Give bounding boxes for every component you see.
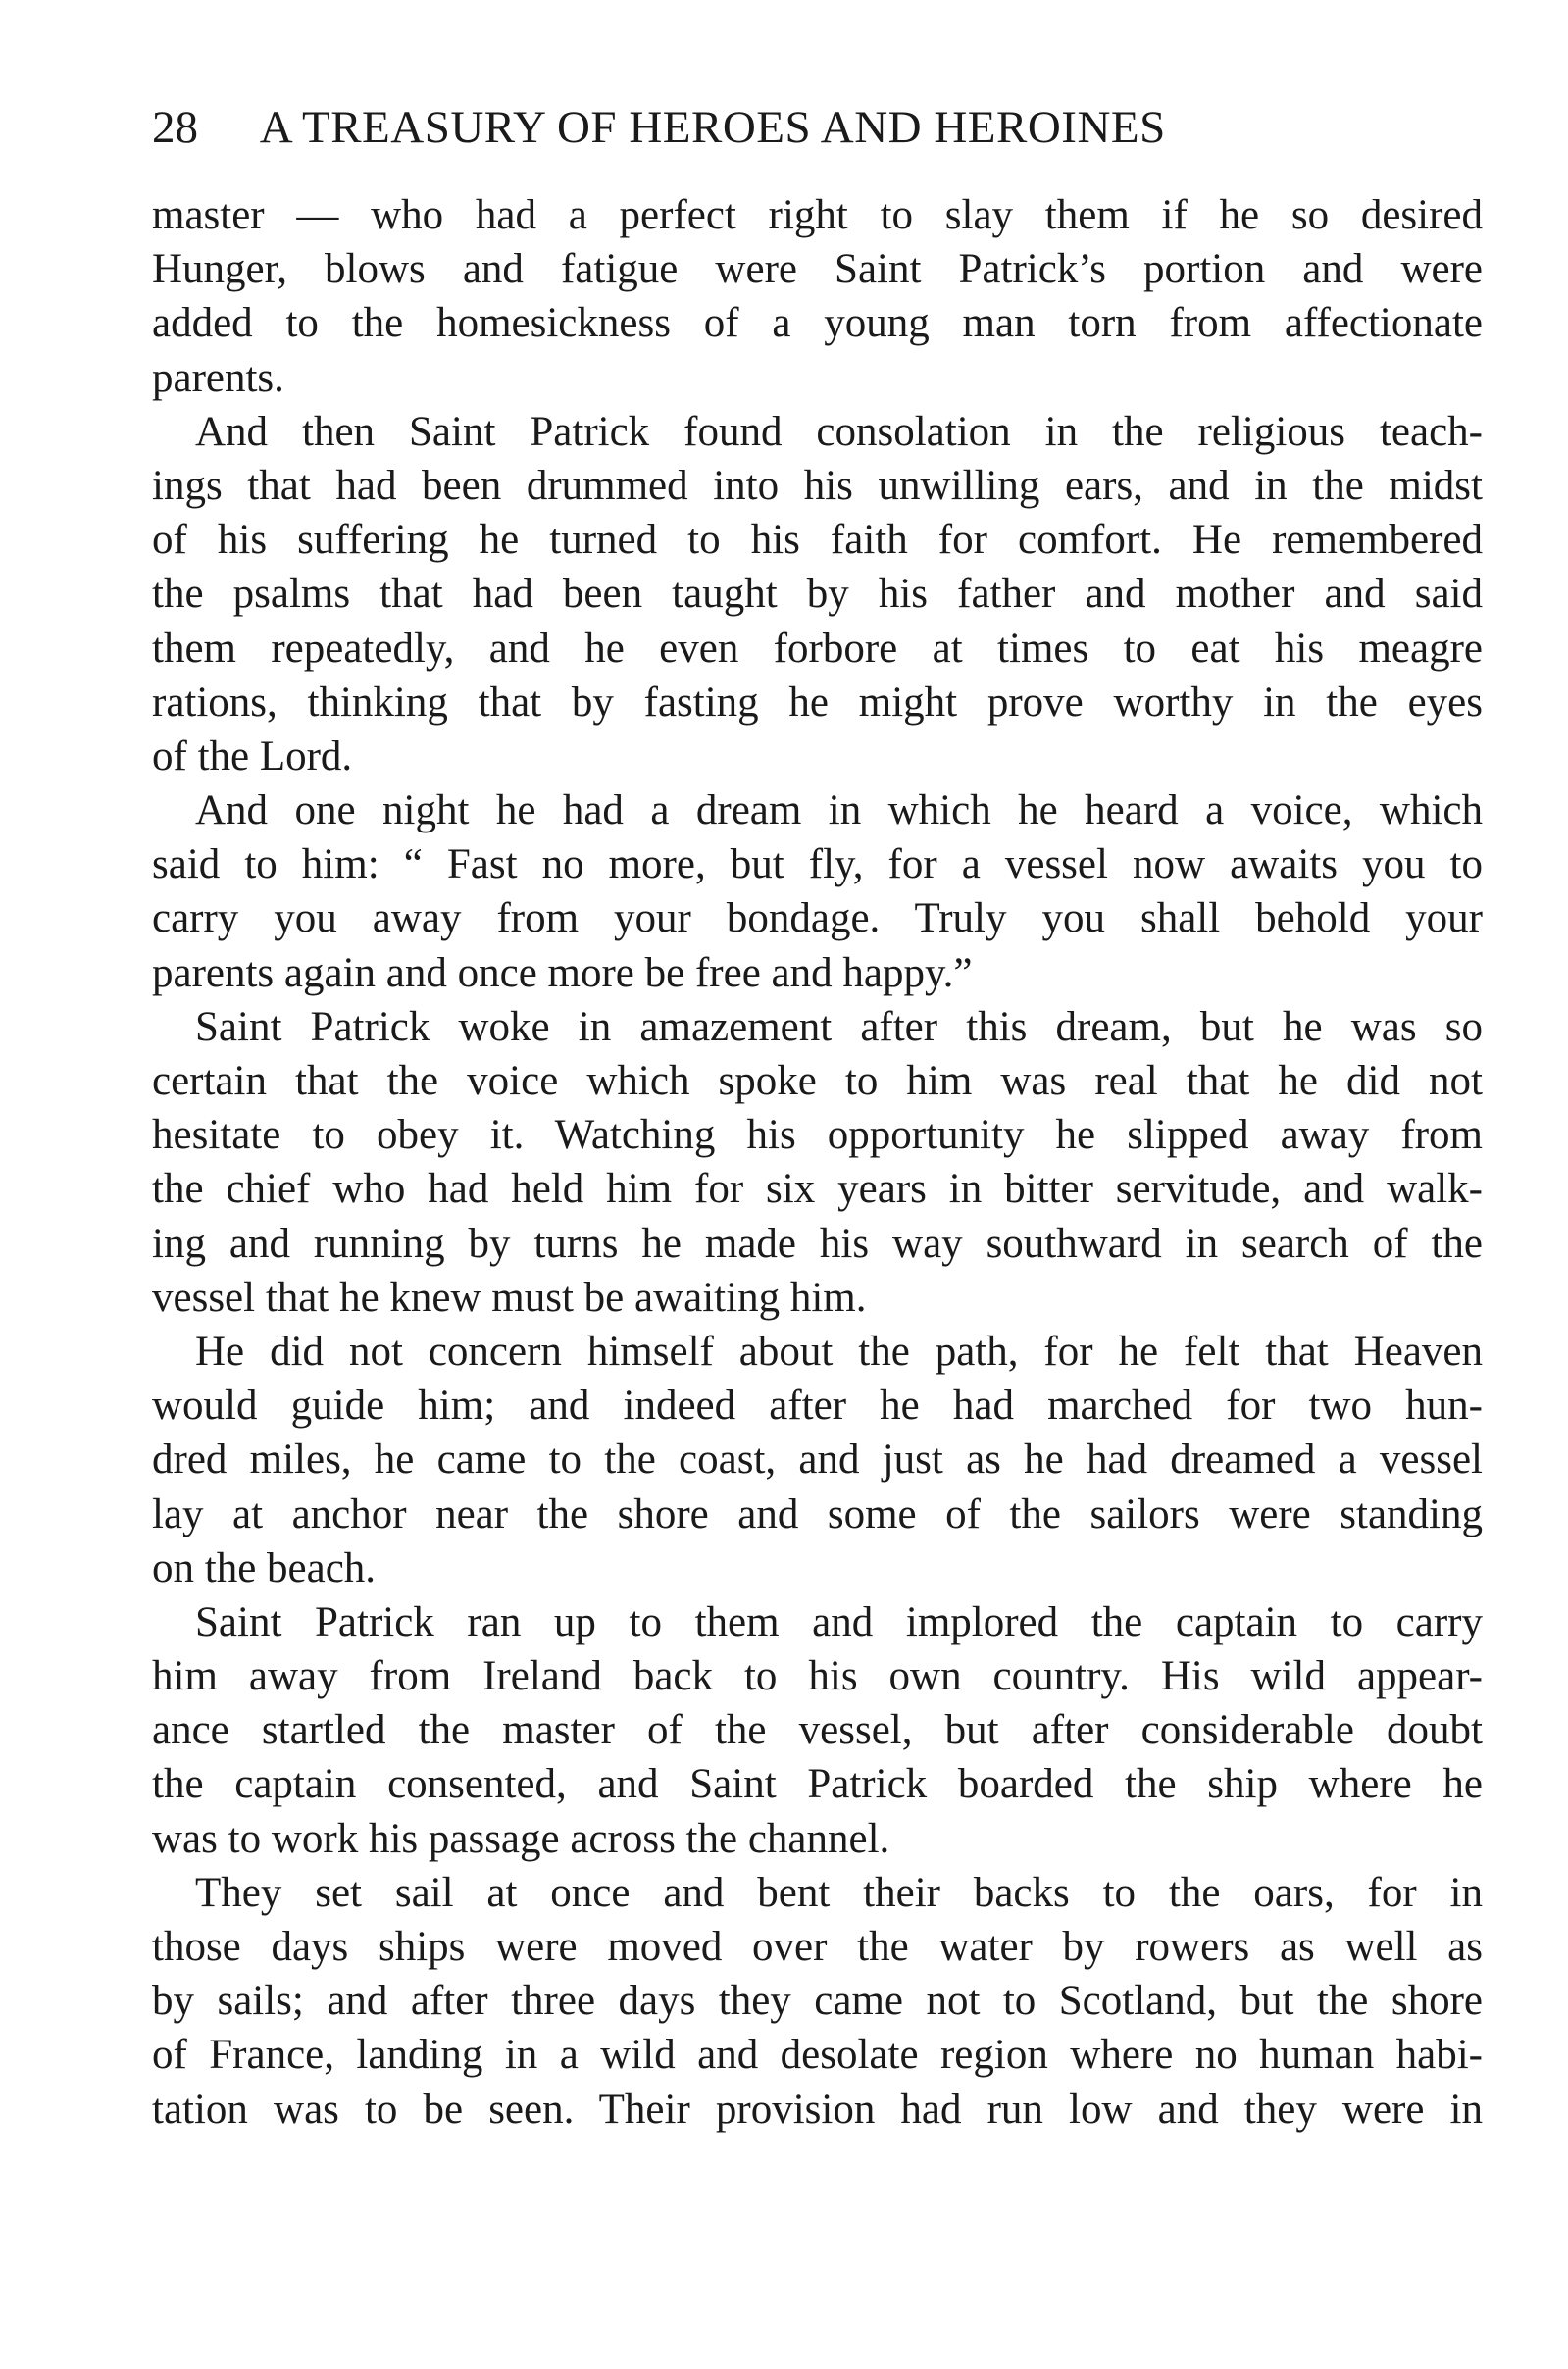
text-line: rations, thinking that by fasting he might prove worthy in the eyes [152, 679, 1483, 726]
text-line: carry you away from your bondage. Truly you shall behold your [152, 895, 1483, 942]
text-line: was to work his passage across the channel. [152, 1815, 890, 1862]
text-line: the captain consented, and Saint Patrick boarded the ship where he [152, 1761, 1483, 1808]
text-line: And then Saint Patrick found consolation in the religious teach- [195, 408, 1483, 455]
text-line: the chief who had held him for six years in bitter servitude, and walk- [152, 1166, 1483, 1213]
text-line: on the beach. [152, 1544, 377, 1591]
text-line: of France, landing in a wild and desolate region where no human habi- [152, 2032, 1483, 2079]
text-line: them repeatedly, and he even forbore at times to eat his meagre [152, 625, 1483, 672]
text-line: master — who had a perfect right to slay them if he so desired [152, 192, 1483, 238]
page-number: 28 [152, 102, 198, 153]
text-line: Hunger, blows and fatigue were Saint Patrick’s portion and were [152, 246, 1483, 293]
text-line: hesitate to obey it. Watching his opportunity he slipped away from [152, 1112, 1483, 1159]
text-line: added to the homesickness of a young man torn from affectionate [152, 300, 1483, 347]
text-line: Saint Patrick woke in amazement after this dream, but he was so [195, 1003, 1483, 1050]
text-line: would guide him; and indeed after he had marched for two hun- [152, 1383, 1483, 1430]
text-line: certain that the voice which spoke to him was real that he did not [152, 1058, 1483, 1104]
text-line: said to him: “ Fast no more, but fly, for a vessel now awaits you to [152, 841, 1483, 888]
text-line: They set sail at once and bent their backs to the oars, for in [195, 1869, 1483, 1916]
text-line: vessel that he knew must be awaiting him. [152, 1274, 867, 1321]
running-head-title: A TREASURY OF HEROES AND HEROINES [259, 102, 1166, 153]
text-line: lay at anchor near the shore and some of the sailors were standing [152, 1490, 1483, 1537]
text-line: He did not concern himself about the path, for he felt that Heaven [195, 1328, 1483, 1375]
text-line: the psalms that had been taught by his father and mother and said [152, 571, 1483, 618]
text-line: those days ships were moved over the water by rowers as well as [152, 1924, 1483, 1970]
text-line: by sails; and after three days they came not to Scotland, but the shore [152, 1978, 1483, 2025]
text-line: of the Lord. [152, 732, 353, 780]
running-head [152, 98, 1373, 157]
text-line: of his suffering he turned to his faith for comfort. He remembered [152, 517, 1483, 564]
text-line: And one night he had a dream in which he heard a voice, which [195, 787, 1483, 834]
body-text [152, 188, 1483, 2137]
text-line: him away from Ireland back to his own country. His wild appear- [152, 1653, 1483, 1700]
text-line: Saint Patrick ran up to them and implored the captain to carry [195, 1598, 1483, 1645]
text-line: tation was to be seen. Their provision had run low and they were in [152, 2086, 1483, 2133]
text-line: parents again and once more be free and happy.” [152, 949, 973, 996]
text-line: dred miles, he came to the coast, and just as he had dreamed a vessel [152, 1437, 1483, 1484]
text-line: ance startled the master of the vessel, but after considerable doubt [152, 1707, 1483, 1754]
text-line: parents. [152, 354, 284, 401]
text-line: ings that had been drummed into his unwilling ears, and in the midst [152, 462, 1483, 509]
text-line: ing and running by turns he made his way southward in search of the [152, 1220, 1483, 1267]
